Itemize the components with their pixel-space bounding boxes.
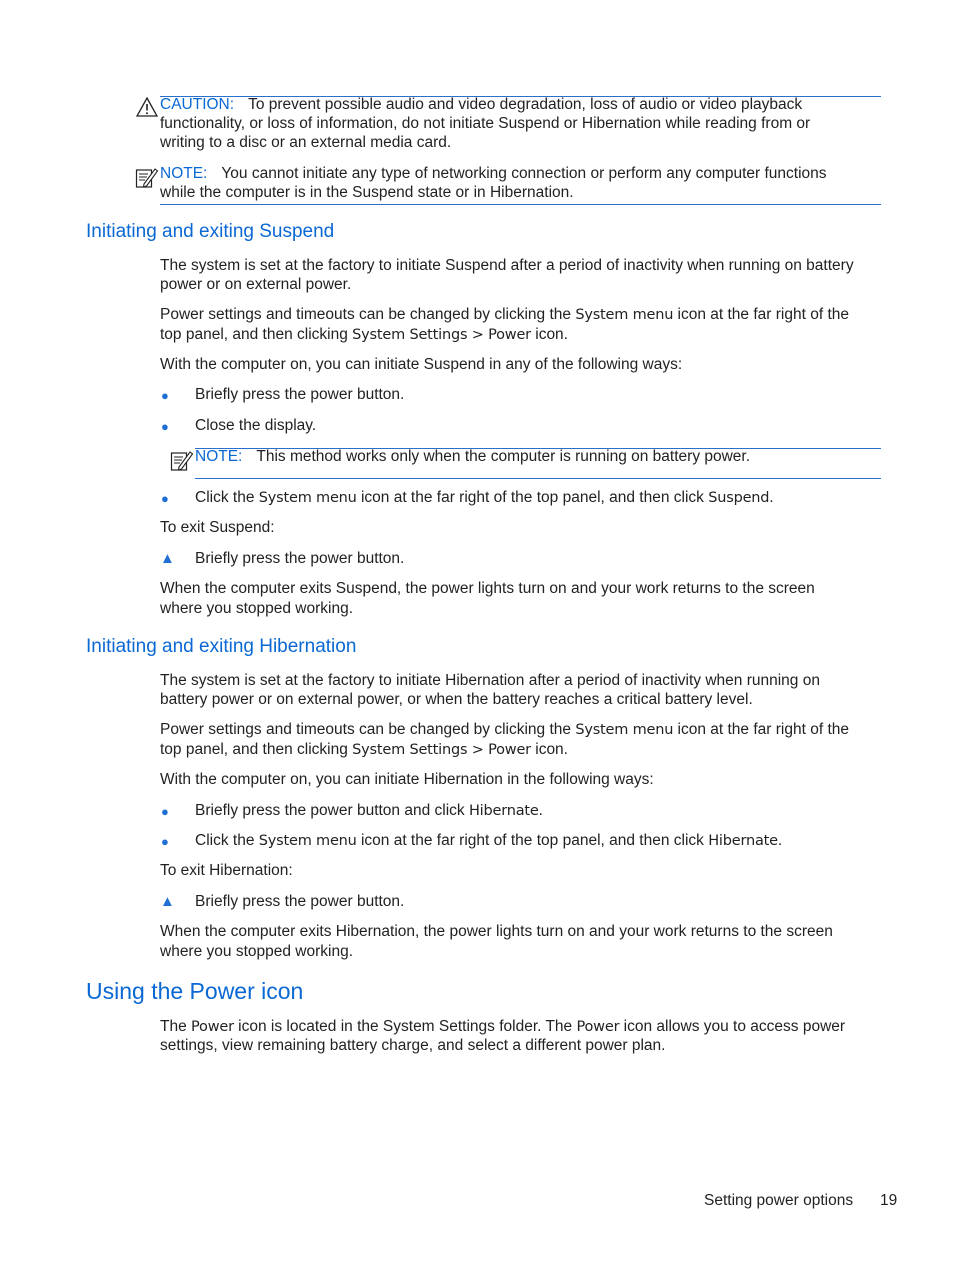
hibernation-p1-line-2: battery power or on external power, or when the battery reaches a critical battery level. bbox=[160, 691, 753, 708]
hibernation-p4-line-1: When the computer exits Hibernation, the power lights turn on and your work returns to the screen bbox=[160, 923, 833, 940]
system-settings-power-term: System Settings > Power bbox=[352, 327, 531, 343]
hibernation-p2-line-2: top panel, and then clicking System Settings > Power icon. bbox=[160, 741, 568, 758]
power-icon-heading: Using the Power icon bbox=[86, 978, 304, 1004]
hibernation-p1-line-1: The system is set at the factory to initiate Hibernation after a period of inactivity when running on bbox=[160, 672, 820, 689]
suspend-p1-line-1: The system is set at the factory to initiate Suspend after a period of inactivity when running on battery bbox=[160, 257, 854, 274]
note-label: NOTE: bbox=[195, 448, 243, 465]
suspend-bullet-1: Briefly press the power button. bbox=[195, 386, 405, 403]
suspend-exit-intro: To exit Suspend: bbox=[160, 519, 275, 536]
step-triangle-icon: ▲ bbox=[160, 550, 175, 567]
caution-line-3: writing to a disc or an external media card. bbox=[160, 134, 452, 151]
note-icon bbox=[170, 449, 194, 473]
footer-section-title: Setting power options bbox=[704, 1192, 854, 1209]
suspend-note-bottom-rule bbox=[195, 478, 881, 479]
bullet-icon: ● bbox=[161, 419, 169, 434]
hibernation-p4-line-2: where you stopped working. bbox=[160, 943, 354, 960]
hibernation-p2-line-1: Power settings and timeouts can be changed by clicking the System menu icon at the far right of the bbox=[160, 721, 849, 738]
suspend-p2-line-1: Power settings and timeouts can be changed by clicking the System menu icon at the far right of the bbox=[160, 306, 849, 323]
suspend-p3: With the computer on, you can initiate Suspend in any of the following ways: bbox=[160, 356, 683, 373]
suspend-p1-line-2: power or on external power. bbox=[160, 276, 352, 293]
power-icon-p-line-2: settings, view remaining battery charge, and select a different power plan. bbox=[160, 1037, 666, 1054]
caution-line-1: CAUTION: To prevent possible audio and video degradation, loss of audio or video playback bbox=[160, 96, 803, 113]
suspend-p4-line-1: When the computer exits Suspend, the power lights turn on and your work returns to the screen bbox=[160, 580, 815, 597]
caution-line-2: functionality, or loss of information, do not initiate Suspend or Hibernation while reading from or bbox=[160, 115, 811, 132]
page-number: 19 bbox=[880, 1192, 898, 1209]
suspend-heading: Initiating and exiting Suspend bbox=[86, 221, 335, 242]
hibernation-bullet-1: Briefly press the power button and click Hibernate. bbox=[195, 802, 543, 819]
hibernation-p3: With the computer on, you can initiate Hibernation in the following ways: bbox=[160, 771, 654, 788]
suspend-p2-line-2: top panel, and then clicking System Settings > Power icon. bbox=[160, 326, 568, 343]
bullet-icon: ● bbox=[161, 388, 169, 403]
suspend-note: NOTE: This method works only when the computer is running on battery power. bbox=[195, 448, 751, 465]
power-icon-p-line-1: The Power icon is located in the System Settings folder. The Power icon allows you to access power bbox=[160, 1018, 846, 1035]
hibernation-exit-intro: To exit Hibernation: bbox=[160, 862, 293, 879]
hibernation-heading: Initiating and exiting Hibernation bbox=[86, 636, 357, 657]
note-icon bbox=[135, 166, 159, 190]
suspend-p4-line-2: where you stopped working. bbox=[160, 600, 354, 617]
step-triangle-icon: ▲ bbox=[160, 893, 175, 910]
hibernation-exit-step: Briefly press the power button. bbox=[195, 893, 405, 910]
note-bottom-rule bbox=[160, 204, 881, 205]
note-line-1: NOTE: You cannot initiate any type of networking connection or perform any computer functions bbox=[160, 165, 827, 182]
bullet-icon: ● bbox=[161, 804, 169, 819]
note-line-2: while the computer is in the Suspend state or in Hibernation. bbox=[160, 184, 574, 201]
warning-icon bbox=[136, 97, 158, 117]
system-menu-term: System menu bbox=[575, 307, 674, 323]
hibernation-bullet-2: Click the System menu icon at the far right of the top panel, and then click Hibernate. bbox=[195, 832, 783, 849]
suspend-bullet-2: Close the display. bbox=[195, 417, 317, 434]
bullet-icon: ● bbox=[161, 834, 169, 849]
caution-label: CAUTION: bbox=[160, 96, 235, 113]
note-label: NOTE: bbox=[160, 165, 208, 182]
suspend-bullet-3: Click the System menu icon at the far right of the top panel, and then click Suspend. bbox=[195, 489, 774, 506]
suspend-exit-step: Briefly press the power button. bbox=[195, 550, 405, 567]
bullet-icon: ● bbox=[161, 491, 169, 506]
